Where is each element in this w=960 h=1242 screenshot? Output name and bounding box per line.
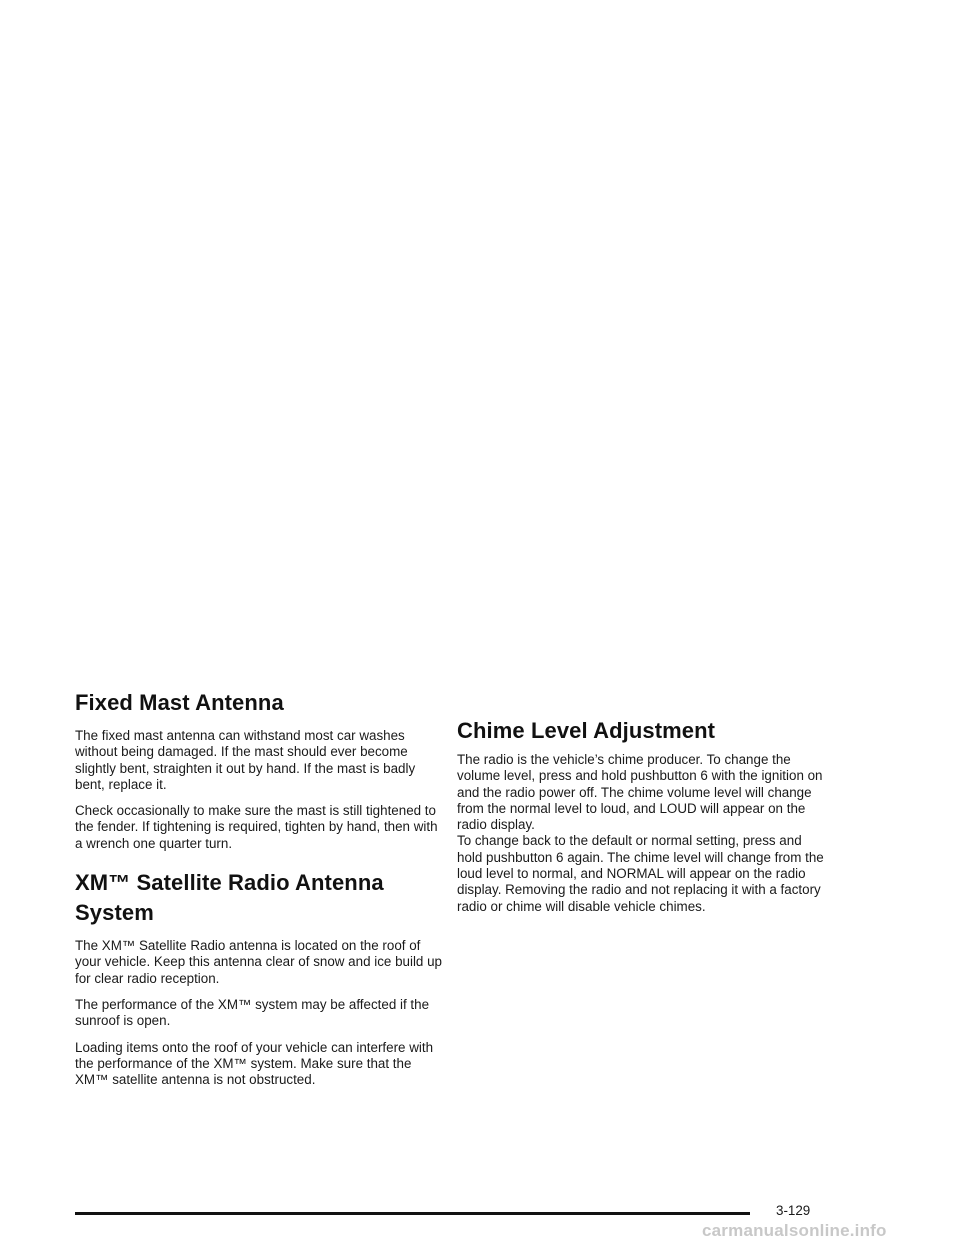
chime-paragraph-1: The radio is the vehicle’s chime producer. To change the volume level, press and hold pushbutton 6 with the ignition on and the radio power off. The chime volume level will change from the normal level to loud, and LOUD will appear on the radio display. — [457, 752, 823, 833]
fixed-mast-paragraph-2: Check occasionally to make sure the mast is still tightened to the fender. If tightening is required, tighten by hand, then with a wrench one quarter turn. — [75, 803, 438, 851]
fixed-mast-antenna-heading: Fixed Mast Antenna — [75, 690, 284, 715]
chime-level-heading: Chime Level Adjustment — [457, 718, 716, 743]
xm-paragraph-2: The performance of the XM™ system may be affected if the sunroof is open. — [75, 996, 430, 1029]
left-column — [75, 688, 445, 1098]
chime-paragraph-2: To change back to the default or normal setting, press and hold pushbutton 6 again. The chime level will change from the loud level to normal, and NORMAL will appear on the radio display. Removing the radio and not replacing it with a factory radio or chime will disable vehicle chimes. — [457, 833, 824, 914]
fixed-mast-paragraph-1: The fixed mast antenna can withstand most car washes without being damaged. If the mast should ever become slightly bent, straighten it out by hand. If the mast is badly bent, replace it. — [75, 728, 416, 792]
footer-rule — [75, 1212, 750, 1215]
page-number: 3-129 — [776, 1203, 811, 1218]
right-column — [457, 716, 827, 925]
xm-antenna-heading: XM™ Satellite Radio Antenna System — [75, 870, 384, 926]
xm-paragraph-3: Loading items onto the roof of your vehicle can interfere with the performance of the XM™ system. Make sure that the XM™ satellite antenna is not obstructed. — [75, 1039, 434, 1088]
xm-paragraph-1: The XM™ Satellite Radio antenna is located on the roof of your vehicle. Keep this antenna clear of snow and ice build up for clear radio reception. — [75, 938, 442, 986]
watermark-logo: carmanualsonline.info — [702, 1221, 887, 1240]
